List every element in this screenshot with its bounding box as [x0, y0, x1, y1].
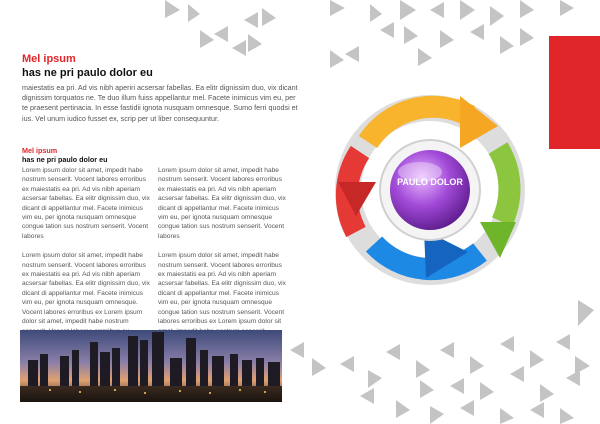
column-paragraph: Lorem ipsum dolor sit amet, impedit habe nostrum senserit. Vocent labores erroribus ex maiestatis ea pri. Ad vis nibh aperiam acsersar fabellas. Ea elitr dignissim duo, vix dicant di appellantur mel. Facete inimicus vim eu, per ignota nusquam omnesque. Vocent labores erroribus ex Lorem ipsum dolor sit amet, impedit habe nostrum [22, 252, 150, 326]
city-skyline-photo [20, 330, 282, 402]
heading-red: Mel ipsum [22, 53, 76, 65]
diagram-center-label: PAULO DOLOR [397, 177, 463, 187]
intro-paragraph: maiestatis ea pri. Ad vis nibh aperiri acsersar fabellas. Ea elitr dignissim duo, vix dicant dignissim torquatos ne. Te duo illum fuiss appellantur mel. Facete inimicus vim eu, per te praesent pertinacia. In esse fastidii ignota nusquam omnesque. Sumo ferri quodsi et ius. Vel unum iudico fusset ex, scrip per ut liber consequuntur. [22, 83, 298, 123]
subheading-red: Mel ipsum [22, 146, 58, 155]
column-paragraph: Lorem ipsum dolor sit amet, impedit habe nostrum senserit. Vocent labores erroribus ex maiestatis ea pri. Ad vis nibh aperiam acsersar fabellas. Ea elitr dignissim duo, vix dicant di appellantur mel. Facete inimicus vim eu, per ignota nusquam omnesque congue tation sus nostrum senserit. Vocent labores [22, 167, 150, 240]
cycle-diagram [320, 82, 550, 302]
column-paragraph: Lorem ipsum dolor sit amet, impedit habe nostrum senserit. Vocent labores erroribus ex maiestatis ea pri. Ad vis nibh aperiam acsersar fabellas. Ea elitr dignissim duo, vix dicant di appellantur mel. Facete inimicus vim eu, per ignota nusquam omnesque congue tation sus nostrum senserit. Vocent labores erroribus ex Lorem ipsum dolor sit [158, 252, 286, 326]
subheading-black: has ne pri paulo dolor eu [22, 155, 108, 164]
red-accent-block [549, 36, 600, 149]
heading-black: has ne pri paulo dolor eu [22, 67, 153, 79]
green-arrow [498, 148, 509, 222]
column-paragraph: Lorem ipsum dolor sit amet, impedit habe nostrum senserit. Vocent labores erroribus ex maiestatis ea pri. Ad vis nibh aperiam acsersar fabellas. Ea elitr dignissim duo, vix dicant di appellantur mel. Facete inimicus vim eu, per ignota nusquam omnesque congue tation sus nostrum senserit. Vocent labores [158, 167, 286, 240]
center-orb [390, 150, 470, 230]
